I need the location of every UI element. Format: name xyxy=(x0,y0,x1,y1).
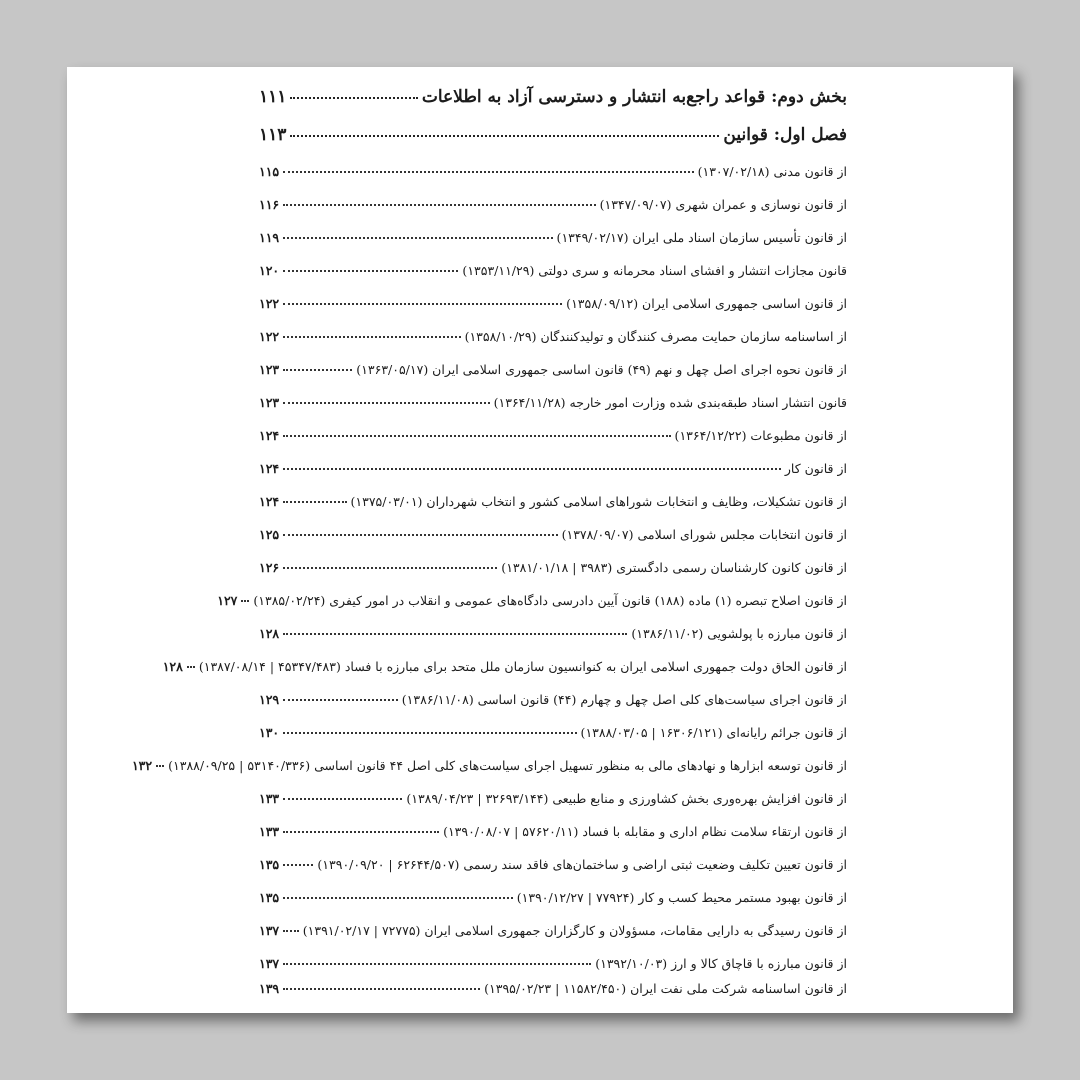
toc-entry[interactable] xyxy=(259,692,847,707)
toc-entry[interactable] xyxy=(259,824,847,839)
dot-leader xyxy=(290,135,719,137)
dot-leader xyxy=(283,988,480,990)
dot-leader xyxy=(283,534,557,536)
toc-entry[interactable] xyxy=(217,593,847,608)
toc-entry-title: از قانون کانون کارشناسان رسمی دادگستری (۳۹۸۳ | ۱۳۸۱/۰۱/۱۸) xyxy=(501,560,847,575)
dot-leader xyxy=(283,963,591,965)
toc-entry-title: از قانون مدنی (۱۳۰۷/۰۲/۱۸) xyxy=(697,164,847,179)
toc-entry[interactable] xyxy=(259,956,847,971)
toc-entry[interactable] xyxy=(259,395,847,410)
toc-page-number: ۱۲۲ xyxy=(259,296,280,311)
toc-page-number: ۱۲۹ xyxy=(259,692,280,707)
toc-page-number: ۱۱۱ xyxy=(259,87,287,107)
toc-entry-title: از قانون ارتقاء سلامت نظام اداری و مقابله با فساد (۵۷۶۲۰/۱۱ | ۱۳۹۰/۰۸/۰۷) xyxy=(443,824,847,839)
toc-entry-title: از اساسنامه سازمان حمایت مصرف کنندگان و تولیدکنندگان (۱۳۵۸/۱۰/۲۹) xyxy=(464,329,847,344)
toc-entry-title: از قانون توسعه ابزارها و نهادهای مالی به منظور تسهیل اجرای سیاست‌های کلی اصل ۴۴ قانون اساسی (۵۳۱۴۰/۳۳۶ | ۱۳۸۸/۰۹/۲۵) xyxy=(168,758,847,773)
toc-entry-title: از قانون اصلاح تبصره (۱) ماده (۱۸۸) قانون آیین دادرسی دادگاه‌های عمومی و انقلاب در امور کیفری (۱۳۸۵/۰۲/۲۴) xyxy=(253,593,847,608)
toc-entry-title: از قانون اساسی جمهوری اسلامی ایران (۱۳۵۸/۰۹/۱۲) xyxy=(566,296,847,311)
toc-page-number: ۱۳۵ xyxy=(259,857,280,872)
toc-entry[interactable] xyxy=(259,560,847,575)
toc-entry-title: از قانون نحوه اجرای اصل چهل و نهم (۴۹) قانون اساسی جمهوری اسلامی ایران (۱۳۶۳/۰۵/۱۷) xyxy=(356,362,847,377)
toc-entry[interactable] xyxy=(259,494,847,509)
document-page xyxy=(67,67,1013,1013)
toc-page-number: ۱۲۴ xyxy=(259,494,280,509)
toc-page-number: ۱۱۳ xyxy=(259,125,287,145)
toc-entry-title: از قانون رسیدگی به دارایی مقامات، مسؤولان و کارگزاران جمهوری اسلامی ایران (۷۲۷۷۵ | ۱۳۹۱/۰۲/۱۷) xyxy=(302,923,847,938)
toc-entry[interactable] xyxy=(259,428,847,443)
toc-heading-title: بخش دوم: قواعد راجع‌به انتشار و دسترسی آزاد به اطلاعات xyxy=(421,87,847,107)
toc-entry-title: از قانون اجرای سیاست‌های کلی اصل چهل و چهارم (۴۴) قانون اساسی (۱۳۸۶/۱۱/۰۸) xyxy=(401,692,847,707)
toc-entry[interactable] xyxy=(259,527,847,542)
dot-leader xyxy=(283,798,402,800)
toc-page-number: ۱۳۷ xyxy=(259,956,280,971)
toc-entry[interactable] xyxy=(259,329,847,344)
toc-entry-title: از قانون تعیین تکلیف وضعیت ثبتی اراضی و ساختمان‌های فاقد سند رسمی (۶۲۶۴۴/۵۰۷ | ۱۳۹۰/۰۹/۲۰) xyxy=(317,857,847,872)
toc-entry[interactable] xyxy=(259,890,847,905)
toc-page-number: ۱۲۶ xyxy=(259,560,280,575)
toc-page-number: ۱۳۵ xyxy=(259,890,280,905)
toc-page-number: ۱۲۴ xyxy=(259,461,280,476)
toc-entry[interactable] xyxy=(259,791,847,806)
toc-entry-title: قانون انتشار اسناد طبقه‌بندی شده وزارت امور خارجه (۱۳۶۴/۱۱/۲۸) xyxy=(493,395,847,410)
toc-heading-title: فصل اول: قوانین xyxy=(723,125,847,145)
toc-page-number: ۱۲۴ xyxy=(259,428,280,443)
toc-page-number: ۱۲۳ xyxy=(259,362,280,377)
toc-entry[interactable] xyxy=(131,758,847,773)
dot-leader xyxy=(283,336,460,338)
toc-entry[interactable] xyxy=(259,164,847,179)
toc-entry[interactable] xyxy=(259,296,847,311)
toc-page-number: ۱۳۳ xyxy=(259,824,280,839)
toc-page-number: ۱۲۲ xyxy=(259,329,280,344)
dot-leader xyxy=(283,171,693,173)
toc-page-number: ۱۲۰ xyxy=(259,263,280,278)
dot-leader xyxy=(283,435,670,437)
toc-entry-title: از قانون الحاق دولت جمهوری اسلامی ایران به کنوانسیون سازمان ملل متحد برای مبارزه با فساد (۴۵۳۴۷/۴۸۳ | ۱۳۸۷/۰۸/۱۴) xyxy=(198,659,847,674)
toc-entry[interactable] xyxy=(259,923,847,938)
toc-page-number: ۱۳۳ xyxy=(259,791,280,806)
dot-leader xyxy=(283,864,313,866)
toc-heading-part-two[interactable] xyxy=(259,87,847,107)
dot-leader xyxy=(187,666,195,668)
toc-entry-title: از قانون نوسازی و عمران شهری (۱۳۴۷/۰۹/۰۷) xyxy=(599,197,847,212)
toc-page-number: ۱۳۰ xyxy=(259,725,280,740)
toc-entry[interactable] xyxy=(259,725,847,740)
toc-entry[interactable] xyxy=(259,263,847,278)
toc-page-number: ۱۲۵ xyxy=(259,527,280,542)
toc-entry-title: از قانون تشکیلات، وظایف و انتخابات شوراهای اسلامی کشور و انتخاب شهرداران (۱۳۷۵/۰۳/۰۱) xyxy=(350,494,847,509)
dot-leader xyxy=(283,303,562,305)
dot-leader xyxy=(283,468,781,470)
toc-page-number: ۱۳۲ xyxy=(131,758,153,773)
toc-entry[interactable] xyxy=(259,461,847,476)
dot-leader xyxy=(290,97,417,99)
toc-page-number: ۱۳۹ xyxy=(259,981,280,996)
toc-entry[interactable] xyxy=(259,362,847,377)
toc-entry[interactable] xyxy=(259,197,847,212)
dot-leader xyxy=(283,204,595,206)
dot-leader xyxy=(283,369,352,371)
toc-page-number: ۱۱۶ xyxy=(259,197,280,212)
toc-entry-title: از قانون اساسنامه شرکت ملی نفت ایران (۱۱۵۸۲/۴۵۰ | ۱۳۹۵/۰۲/۲۳) xyxy=(484,981,847,996)
dot-leader xyxy=(283,567,497,569)
toc-entry-title: از قانون کار xyxy=(784,461,847,476)
toc-entry-title: از قانون بهبود مستمر محیط کسب و کار (۷۷۹۲۴ | ۱۳۹۰/۱۲/۲۷) xyxy=(516,890,847,905)
dot-leader xyxy=(283,699,398,701)
dot-leader xyxy=(156,765,164,767)
toc-entry-title: قانون مجازات انتشار و افشای اسناد محرمانه و سری دولتی (۱۳۵۳/۱۱/۲۹) xyxy=(462,263,847,278)
toc-entry[interactable] xyxy=(259,230,847,245)
toc-entry[interactable] xyxy=(259,981,847,996)
toc-page-number: ۱۱۹ xyxy=(259,230,280,245)
toc-entry[interactable] xyxy=(259,626,847,641)
dot-leader xyxy=(283,633,627,635)
toc-entry[interactable] xyxy=(162,659,847,674)
toc-entry-title: از قانون جرائم رایانه‌ای (۱۶۳۰۶/۱۲۱ | ۱۳۸۸/۰۳/۰۵) xyxy=(580,725,847,740)
dot-leader xyxy=(283,402,489,404)
dot-leader xyxy=(283,831,439,833)
toc-heading-chapter-one[interactable] xyxy=(259,125,847,145)
toc-entry-title: از قانون افزایش بهره‌وری بخش کشاورزی و منابع طبیعی (۳۲۶۹۳/۱۴۴ | ۱۳۸۹/۰۴/۲۳) xyxy=(406,791,847,806)
dot-leader xyxy=(283,237,552,239)
toc-entry-title: از قانون تأسیس سازمان اسناد ملی ایران (۱۳۴۹/۰۲/۱۷) xyxy=(556,230,847,245)
dot-leader xyxy=(241,600,249,602)
toc-page-number: ۱۲۸ xyxy=(162,659,183,674)
dot-leader xyxy=(283,897,513,899)
toc-entry-title: از قانون مطبوعات (۱۳۶۴/۱۲/۲۲) xyxy=(674,428,847,443)
toc-page-number: ۱۲۳ xyxy=(259,395,280,410)
dot-leader xyxy=(283,930,299,932)
toc-entry-title: از قانون مبارزه با قاچاق کالا و ارز (۱۳۹۲/۱۰/۰۳) xyxy=(595,956,847,971)
dot-leader xyxy=(283,732,576,734)
dot-leader xyxy=(283,501,346,503)
toc-entry-title: از قانون مبارزه با پولشویی (۱۳۸۶/۱۱/۰۲) xyxy=(631,626,847,641)
toc-page-number: ۱۳۷ xyxy=(259,923,280,938)
toc-page-number: ۱۱۵ xyxy=(259,164,280,179)
toc-entry-title: از قانون انتخابات مجلس شورای اسلامی (۱۳۷۸/۰۹/۰۷) xyxy=(561,527,847,542)
toc-page-number: ۱۲۷ xyxy=(217,593,238,608)
toc-entry[interactable] xyxy=(259,857,847,872)
toc-page-number: ۱۲۸ xyxy=(259,626,280,641)
dot-leader xyxy=(283,270,458,272)
